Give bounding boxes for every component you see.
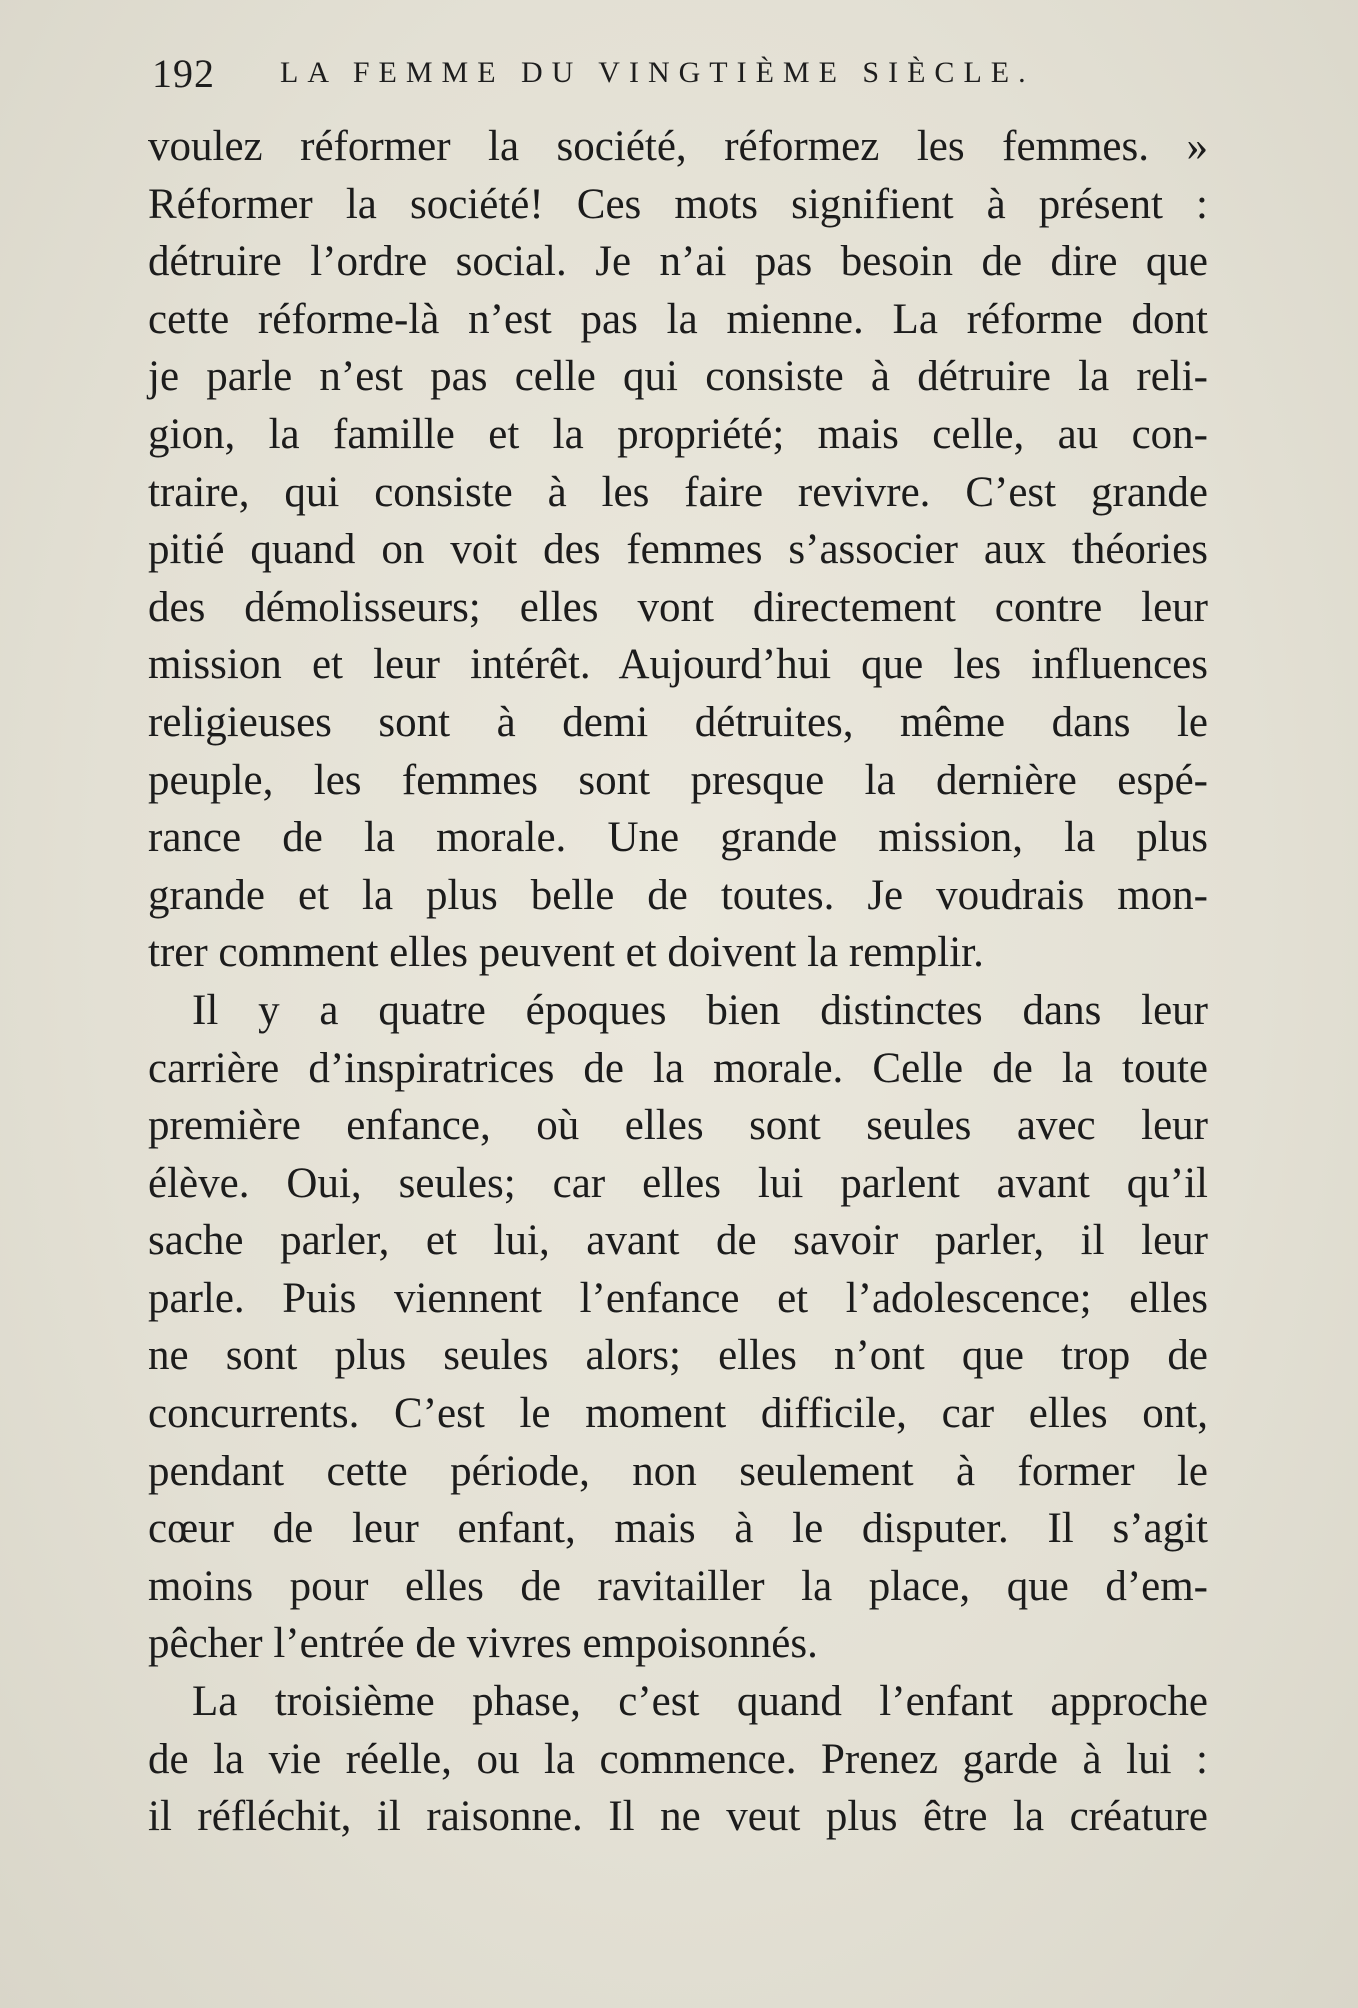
text-line: peuple, les femmes sont presque la dernière espé-	[148, 756, 1208, 804]
paragraph-start-line: La troisième phase, c’est quand l’enfant approche	[192, 1678, 1208, 1726]
text-line: rance de la morale. Une grande mission, la plus	[148, 814, 1208, 862]
text-line: cette réforme-là n’est pas la mienne. La réforme dont	[148, 295, 1208, 343]
text-line: religieuses sont à demi détruites, même dans le	[148, 698, 1208, 746]
paragraph-start-line: Il y a quatre époques bien distinctes dans leur	[192, 986, 1208, 1034]
text-line: moins pour elles de ravitailler la place, que d’em-	[148, 1562, 1208, 1610]
text-line: élève. Oui, seules; car elles lui parlent avant qu’il	[148, 1159, 1208, 1207]
text-line: mission et leur intérêt. Aujourd’hui que les influences	[148, 641, 1208, 689]
text-line: traire, qui consiste à les faire revivre. C’est grande	[148, 468, 1208, 516]
text-line: grande et la plus belle de toutes. Je voudrais mon-	[148, 871, 1208, 919]
paragraph-end-line: pêcher l’entrée de vivres empoisonnés.	[148, 1620, 818, 1668]
running-title: LA FEMME DU VINGTIÈME SIÈCLE.	[280, 56, 1035, 89]
text-line: ne sont plus seules alors; elles n’ont que trop de	[148, 1332, 1208, 1380]
page-number: 192	[152, 51, 215, 96]
body-text	[148, 118, 1208, 1846]
paragraph-end-line: trer comment elles peuvent et doivent la remplir.	[148, 929, 984, 977]
text-line: carrière d’inspiratrices de la morale. Celle de la toute	[148, 1044, 1208, 1092]
page-header	[148, 50, 1208, 120]
text-line: Réformer la société! Ces mots signifient à présent :	[148, 180, 1208, 228]
text-line: pendant cette période, non seulement à former le	[148, 1447, 1208, 1495]
text-line: je parle n’est pas celle qui consiste à détruire la reli-	[148, 353, 1208, 401]
text-line: concurrents. C’est le moment difficile, car elles ont,	[148, 1390, 1208, 1438]
text-line: voulez réformer la société, réformez les femmes. »	[148, 123, 1208, 170]
text-line: pitié quand on voit des femmes s’associer aux théories	[148, 526, 1208, 574]
text-line: sache parler, et lui, avant de savoir parler, il leur	[148, 1217, 1208, 1265]
text-line: gion, la famille et la propriété; mais celle, au con-	[148, 410, 1208, 458]
text-line: première enfance, où elles sont seules avec leur	[148, 1102, 1208, 1150]
text-line: parle. Puis viennent l’enfance et l’adolescence; elles	[148, 1274, 1208, 1322]
text-line: détruire l’ordre social. Je n’ai pas besoin de dire que	[148, 238, 1208, 286]
text-line: des démolisseurs; elles vont directement contre leur	[148, 583, 1208, 631]
text-line: cœur de leur enfant, mais à le disputer. Il s’agit	[148, 1505, 1208, 1553]
text-line: il réfléchit, il raisonne. Il ne veut plus être la créature	[148, 1793, 1208, 1841]
text-line: de la vie réelle, ou la commence. Prenez garde à lui :	[148, 1735, 1208, 1783]
